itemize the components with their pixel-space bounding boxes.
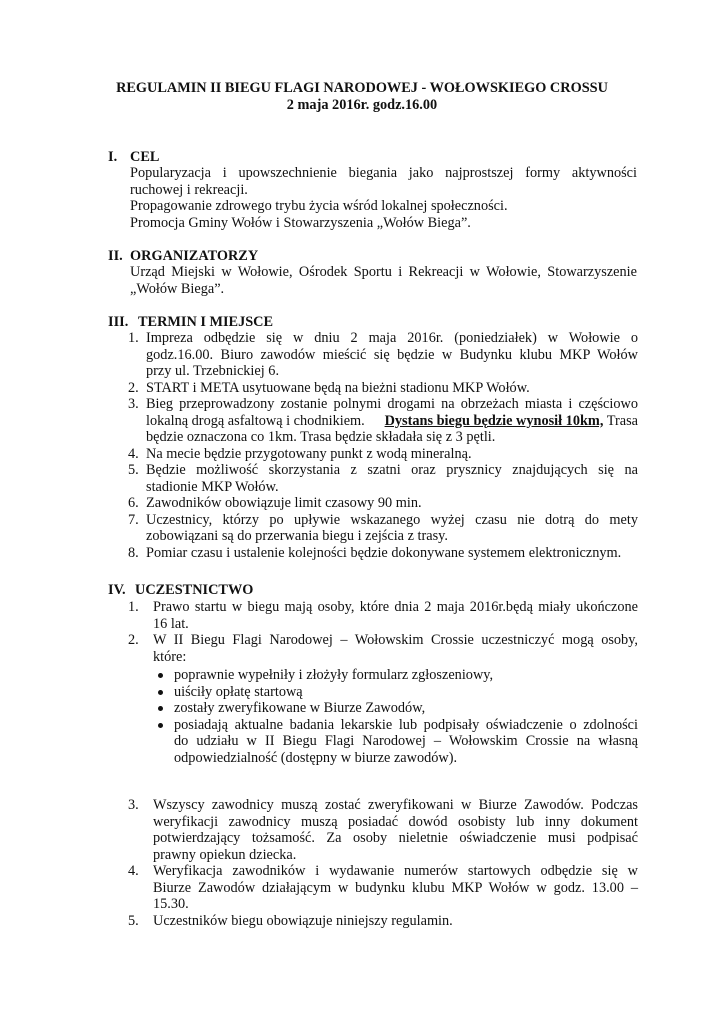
list-text: godz.16.00. Biuro zawodów mieścić się będzie w Budynku klubu MKP Wołów [146, 346, 638, 363]
document-title: REGULAMIN II BIEGU FLAGI NARODOWEJ - WOŁOWSKIEGO CROSSU [116, 80, 608, 96]
list-text: START i META usytuowane będą na bieżni stadionu MKP Wołów. [146, 379, 530, 396]
list-text: Uczestników biegu obowiązuje niniejszy regulamin. [153, 912, 453, 929]
list-number: 5. [128, 462, 139, 478]
list-text [146, 413, 638, 430]
list-text: Impreza odbędzie się w dniu 2 maja 2016r. (poniedziałek) w Wołowie o [146, 330, 638, 346]
list-text: prawny opiekun dziecka. [153, 846, 297, 863]
list-text: Bieg przeprowadzony zostanie polnymi drogami na obrzeżach miasta i częściowo [146, 396, 638, 412]
distance-text: Dystans biegu będzie wynosił 10km, [384, 412, 604, 429]
section-4-heading [108, 582, 253, 599]
list-text-part: Trasa [606, 412, 638, 429]
document-date: 2 maja 2016r. godz.16.00 [286, 97, 438, 113]
list-text: Na mecie będzie przygotowany punkt z wodą mineralną. [146, 445, 472, 462]
section-1-text: Promocja Gminy Wołów i Stowarzyszenia „Wołów Biega”. [130, 214, 471, 231]
section-2-title: ORGANIZATORZY [130, 248, 259, 264]
list-item [128, 446, 638, 463]
list-number: 2. [128, 379, 139, 396]
list-text: stadionie MKP Wołów. [146, 478, 279, 495]
list-number: 4. [128, 863, 139, 879]
list-item [128, 632, 638, 665]
bullet-text: uiściły opłatę startową [174, 683, 303, 700]
list-number: 3. [128, 396, 139, 412]
bullet-text: posiadają aktualne badania lekarskie lub podpisały oświadczenie o zdolności [174, 716, 638, 733]
section-3-title: TERMIN I MIEJSCE [138, 314, 274, 330]
section-1-title: CEL [130, 149, 160, 165]
section-4-title: UCZESTNICTWO [135, 582, 254, 598]
section-3-heading [108, 314, 273, 331]
list-text: Uczestnicy, którzy po upływie wskazanego wyżej czasu nie dotrą do mety [146, 511, 638, 528]
list-text: Wszyscy zawodnicy muszą zostać zweryfikowani w Biurze Zawodów. Podczas [153, 797, 638, 813]
list-text: Weryfikacja zawodników i wydawanie numerów startowych odbędzie się w [153, 863, 638, 879]
list-item [128, 797, 638, 863]
list-number: 1. [128, 599, 139, 615]
section-1-text: Propagowanie zdrowego trybu życia wśród lokalnej społeczności. [130, 198, 508, 214]
list-text: Prawo startu w biegu mają osoby, które dnia 2 maja 2016r.będą miały ukończone [153, 599, 638, 615]
list-number: 2. [128, 632, 139, 648]
bullet-icon [158, 706, 163, 711]
list-text: weryfikacji zawodnicy muszą posiadać dowód osobisty lub inny dokument [153, 813, 638, 830]
bullet-item [156, 700, 638, 717]
list-text: 15.30. [153, 896, 189, 912]
bullet-text: do udziału w II Biegu Flagi Narodowej – Wołowskim Crossie na własną [174, 733, 638, 749]
section-1-body [130, 165, 637, 231]
bullet-icon [158, 723, 163, 728]
section-4-number: IV. [108, 582, 126, 598]
list-text: Biurze Zawodów działającym w budynku klubu MKP Wołów w godz. 13.00 – [153, 879, 638, 896]
list-text-part: lokalną drogą asfaltową i chodnikiem. [146, 412, 365, 429]
list-item [128, 495, 638, 512]
list-text: zobowiązani są do przerwania biegu i zejścia z trasy. [146, 528, 448, 544]
section-2-text: Urząd Miejski w Wołowie, Ośrodek Sportu i Rekreacji w Wołowie, Stowarzyszenie [130, 264, 637, 280]
bullet-item [156, 667, 638, 684]
list-item [128, 599, 638, 632]
section-2-heading [108, 248, 258, 265]
section-3-list [128, 330, 638, 561]
section-2-number: II. [108, 248, 123, 264]
list-text: potwierdzający tożsamość. Za osoby nieletnie oświadczenie musi podpisać [153, 830, 638, 846]
bullet-item [156, 717, 638, 767]
section-1-text: Popularyzacja i upowszechnienie biegania jako najprostszej formy aktywności [130, 165, 637, 181]
section-4-list-a [128, 599, 638, 665]
list-item [128, 380, 638, 397]
list-item [128, 462, 638, 495]
section-4-bullets [156, 667, 638, 766]
list-number: 5. [128, 912, 139, 929]
list-number: 4. [128, 445, 139, 462]
section-2-text: „Wołów Biega”. [130, 280, 225, 297]
list-number: 6. [128, 495, 139, 511]
list-item [128, 913, 638, 930]
list-text: będzie oznaczona co 1km. Trasa będzie składała się z 3 pętli. [146, 429, 496, 445]
section-3-number: III. [108, 314, 129, 330]
list-number: 8. [128, 544, 139, 561]
list-item [128, 545, 638, 562]
list-text: Zawodników obowiązuje limit czasowy 90 min. [146, 495, 422, 511]
list-item [128, 396, 638, 446]
list-item [128, 512, 638, 545]
list-number: 7. [128, 511, 139, 528]
bullet-item [156, 684, 638, 701]
section-1-text: ruchowej i rekreacji. [130, 181, 248, 198]
bullet-text: zostały zweryfikowane w Biurze Zawodów, [174, 700, 426, 716]
list-text: Pomiar czasu i ustalenie kolejności będzie dokonywane systemem elektronicznym. [146, 544, 622, 561]
bullet-text: odpowiedzialność (dostępny w biurze zawodów). [174, 749, 458, 766]
list-number: 1. [128, 330, 139, 346]
list-text: przy ul. Trzebnickiej 6. [146, 363, 280, 379]
section-1-number: I. [108, 149, 118, 165]
list-text: Będzie możliwość skorzystania z szatni oraz prysznicy znajdujących się na [146, 462, 638, 478]
list-number: 3. [128, 797, 139, 813]
list-text: które: [153, 648, 187, 665]
list-item [128, 330, 638, 380]
list-item [128, 863, 638, 913]
bullet-icon [158, 690, 163, 695]
bullet-text: poprawnie wypełniły i złożyły formularz zgłoszeniowy, [174, 667, 494, 683]
section-1-heading [108, 149, 159, 166]
distance-highlight [385, 413, 638, 430]
section-2-body [130, 264, 637, 297]
list-text: 16 lat. [153, 615, 189, 632]
section-4-list-b [128, 797, 638, 929]
list-text: W II Biegu Flagi Narodowej – Wołowskim Crossie uczestniczyć mogą osoby, [153, 632, 638, 648]
bullet-icon [158, 673, 163, 678]
